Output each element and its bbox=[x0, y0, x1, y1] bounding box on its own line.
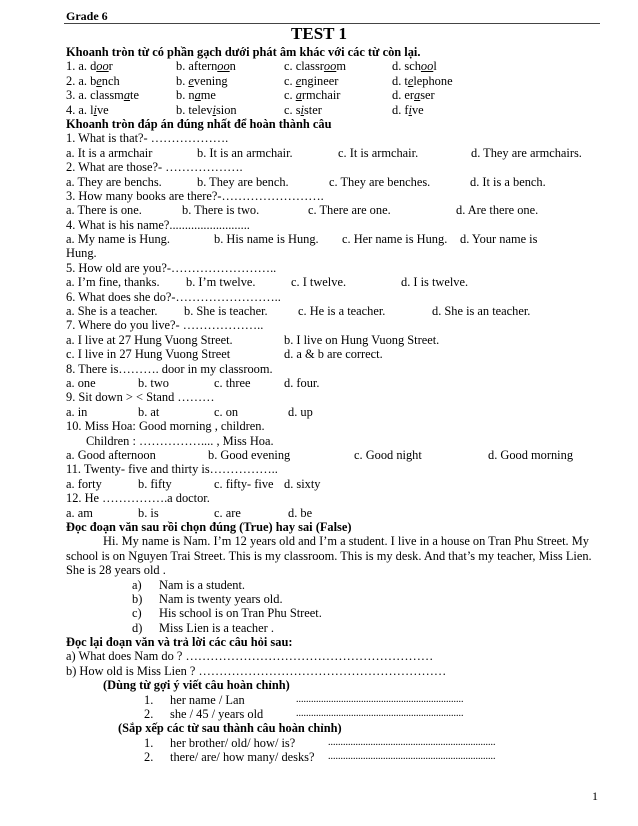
option-a: a. My name is Hung. bbox=[66, 232, 170, 247]
option-text: d. er bbox=[392, 88, 415, 103]
option-text: c. classr bbox=[284, 59, 324, 74]
option-text: ve bbox=[411, 102, 424, 117]
underlined-sound: oo bbox=[323, 59, 337, 74]
underlined-sound: oo bbox=[420, 59, 434, 74]
option-d: d. Your name is bbox=[460, 232, 538, 247]
underlined-sound: a bbox=[194, 88, 201, 103]
pronunciation-option bbox=[284, 103, 322, 117]
grade-label: Grade 6 bbox=[66, 9, 108, 23]
item-number: 2. bbox=[144, 750, 154, 765]
option-d: d. a & b are correct. bbox=[284, 347, 383, 362]
option-b: b. at bbox=[138, 404, 160, 419]
exercise-item bbox=[66, 750, 606, 764]
section1-rows bbox=[66, 59, 606, 117]
underlined-sound: i bbox=[93, 102, 97, 117]
underlined-sound: i bbox=[300, 102, 304, 117]
statement-item bbox=[66, 606, 606, 620]
statement-item bbox=[66, 621, 606, 635]
pronunciation-option bbox=[284, 88, 340, 102]
question-2: 2. What are those?- ………………. bbox=[66, 160, 243, 175]
option-text: n bbox=[229, 59, 236, 74]
section4-heading: Đọc lại đoạn văn và trả lời các câu hỏi sau: bbox=[66, 635, 293, 650]
option-text: me bbox=[200, 88, 216, 103]
pronunciation-option bbox=[66, 74, 120, 88]
option-d: d. They are armchairs. bbox=[471, 145, 582, 160]
pronunciation-option bbox=[66, 59, 113, 73]
underlined-sound: e bbox=[295, 73, 302, 88]
option-text: d. f bbox=[392, 102, 409, 117]
option-d: d. be bbox=[288, 505, 313, 520]
option-c: c. There are one. bbox=[308, 203, 391, 218]
options-8 bbox=[66, 376, 606, 390]
options-9 bbox=[66, 405, 606, 419]
section6-heading bbox=[66, 721, 606, 735]
option-d: d. Are there one. bbox=[456, 203, 539, 218]
underlined-sound: oo bbox=[96, 59, 109, 74]
item-prompt: there/ are/ how many/ desks? bbox=[170, 750, 315, 765]
option-text: m bbox=[336, 59, 346, 74]
pronunciation-option bbox=[66, 88, 139, 102]
option-b: b. I live on Hung Vuong Street. bbox=[284, 332, 440, 347]
option-text: rmchair bbox=[301, 88, 341, 103]
option-text: lephone bbox=[413, 73, 453, 88]
pronunciation-option bbox=[392, 74, 453, 88]
option-text: 2. a. b bbox=[66, 73, 97, 88]
statement-text: His school is on Tran Phu Street. bbox=[159, 606, 322, 621]
option-a: a. It is a armchair bbox=[66, 145, 153, 160]
question-11: 11. Twenty- five and thirty is…………….. bbox=[66, 462, 278, 477]
statement-label: b) bbox=[132, 591, 143, 606]
options-7-cd bbox=[66, 347, 606, 361]
question-10: 10. Miss Hoa: Good morning , children. bbox=[66, 419, 265, 434]
section6-heading-text: (Sắp xếp các từ sau thành câu hoàn chỉnh) bbox=[118, 721, 342, 736]
pronunciation-row bbox=[66, 74, 606, 88]
answer-line[interactable]: ................................................................... bbox=[296, 708, 464, 720]
option-c: c. on bbox=[214, 404, 239, 419]
option-a: a. forty bbox=[66, 476, 102, 491]
options-2 bbox=[66, 175, 606, 189]
answer-question-b: b) How old is Miss Lien ? …………………………………………………… bbox=[66, 663, 447, 678]
item-prompt: her name / Lan bbox=[170, 692, 245, 707]
option-d: d. up bbox=[288, 404, 313, 419]
underlined-sound: i bbox=[212, 102, 216, 117]
options-5 bbox=[66, 275, 606, 289]
option-a: a. I live at 27 Hung Vuong Street. bbox=[66, 332, 233, 347]
statement-label: a) bbox=[132, 577, 142, 592]
option-text: 4. a. l bbox=[66, 102, 94, 117]
question-10-reply bbox=[66, 434, 606, 448]
test-body bbox=[66, 45, 606, 765]
underlined-sound: a bbox=[295, 88, 302, 103]
options-10 bbox=[66, 448, 606, 462]
answer-line[interactable]: ................................................................... bbox=[328, 751, 496, 763]
question-7: 7. Where do you live?- ……………….. bbox=[66, 318, 264, 333]
option-text: 1. a. d bbox=[66, 59, 97, 74]
item-prompt: she / 45 / years old bbox=[170, 707, 264, 722]
option-d: d. Good morning bbox=[488, 447, 574, 462]
section3-heading: Đọc đoạn văn sau rồi chọn đúng (True) hay sai (False) bbox=[66, 519, 352, 534]
option-b: b. two bbox=[138, 375, 169, 390]
option-c: c. fifty- five bbox=[214, 476, 274, 491]
underlined-sound: e bbox=[96, 73, 102, 88]
options-4 bbox=[66, 232, 606, 246]
answer-line[interactable]: ................................................................... bbox=[328, 736, 496, 748]
options-11 bbox=[66, 477, 606, 491]
pronunciation-option bbox=[176, 59, 236, 73]
pronunciation-option bbox=[284, 59, 346, 73]
option-a: a. Good afternoon bbox=[66, 447, 156, 462]
exercise-item bbox=[66, 693, 606, 707]
question-3: 3. How many books are there?-……………………. bbox=[66, 188, 324, 203]
option-text: b. bbox=[176, 73, 189, 88]
section2-heading: Khoanh tròn đáp án đúng nhất để hoàn thành câu bbox=[66, 116, 332, 131]
option-a: a. She is a teacher. bbox=[66, 304, 158, 319]
option-c: c. I twelve. bbox=[291, 275, 347, 290]
option-text: c. bbox=[284, 73, 296, 88]
option-text: b. telev bbox=[176, 102, 213, 117]
option-text: c. s bbox=[284, 102, 301, 117]
underlined-sound: oo bbox=[217, 59, 230, 74]
write-sentences-items bbox=[66, 693, 606, 722]
pronunciation-option bbox=[176, 74, 228, 88]
statement-text: Nam is a student. bbox=[159, 577, 246, 592]
option-c: c. Her name is Hung. bbox=[342, 232, 448, 247]
question-6: 6. What does she do?-…………………….. bbox=[66, 289, 281, 304]
option-c: c. Good night bbox=[354, 447, 422, 462]
options-6 bbox=[66, 304, 606, 318]
question-8: 8. There is………. door in my classroom. bbox=[66, 361, 273, 376]
underlined-sound: e bbox=[188, 73, 194, 88]
option-a: a. I’m fine, thanks. bbox=[66, 275, 160, 290]
question-1: 1. What is that?- ………………. bbox=[66, 131, 229, 146]
section5-heading bbox=[66, 678, 606, 692]
option-b: b. Good evening bbox=[208, 447, 291, 462]
statement-label: c) bbox=[132, 606, 142, 621]
pronunciation-row bbox=[66, 88, 606, 102]
exercise-item bbox=[66, 736, 606, 750]
pronunciation-option bbox=[284, 74, 338, 88]
option-c: c. They are benches. bbox=[329, 174, 431, 189]
option-b: b. fifty bbox=[138, 476, 172, 491]
answer-line[interactable]: ................................................................... bbox=[296, 693, 464, 705]
section1-heading: Khoanh tròn từ có phần gạch dưới phát âm khác với các từ còn lại. bbox=[66, 45, 421, 59]
reorder-words-items bbox=[66, 736, 606, 765]
option-text: d. t bbox=[392, 73, 408, 88]
option-text: ster bbox=[303, 102, 322, 117]
item-number: 2. bbox=[144, 707, 154, 722]
option-c: c. three bbox=[214, 375, 251, 390]
underlined-sound: i bbox=[408, 102, 412, 117]
option-text: d. sch bbox=[392, 59, 421, 74]
pronunciation-row bbox=[66, 59, 606, 73]
option-b: b. They are bench. bbox=[197, 174, 289, 189]
pronunciation-option bbox=[392, 103, 424, 117]
question-5: 5. How old are you?-…………………….. bbox=[66, 260, 277, 275]
option-d: d. She is an teacher. bbox=[432, 304, 531, 319]
option-text: b. n bbox=[176, 88, 195, 103]
option-text: te bbox=[130, 88, 139, 103]
option-text: ser bbox=[420, 88, 435, 103]
option-a: a. in bbox=[66, 404, 88, 419]
option-c: c. are bbox=[214, 505, 241, 520]
pronunciation-option bbox=[176, 103, 237, 117]
option-text: nch bbox=[101, 73, 120, 88]
option-c: c. It is armchair. bbox=[338, 145, 419, 160]
statement-text: Miss Lien is a teacher . bbox=[159, 620, 274, 635]
option-text: ve bbox=[96, 102, 109, 117]
statement-label: d) bbox=[132, 620, 143, 635]
underlined-sound: a bbox=[123, 88, 131, 103]
question-9: 9. Sit down > < Stand ……… bbox=[66, 390, 215, 405]
option-d: d. four. bbox=[284, 375, 320, 390]
question-4: 4. What is his name?.......................... bbox=[66, 217, 250, 232]
exercise-item bbox=[66, 707, 606, 721]
options-3 bbox=[66, 203, 606, 217]
option-c: c. He is a teacher. bbox=[298, 304, 386, 319]
options-4-continued: Hung. bbox=[66, 246, 97, 261]
options-1 bbox=[66, 146, 606, 160]
pronunciation-option bbox=[66, 103, 109, 117]
underlined-sound: a bbox=[414, 88, 421, 103]
item-number: 1. bbox=[144, 692, 154, 707]
option-d: d. I is twelve. bbox=[401, 275, 469, 290]
answer-question-a: a) What does Nam do ? …………………………………………………… bbox=[66, 649, 434, 664]
pronunciation-option bbox=[392, 88, 435, 102]
pronunciation-option bbox=[176, 88, 216, 102]
option-a: a. There is one. bbox=[66, 203, 142, 218]
pronunciation-row bbox=[66, 103, 606, 117]
option-b: b. It is an armchair. bbox=[197, 145, 293, 160]
options-7-ab bbox=[66, 333, 606, 347]
pronunciation-option bbox=[392, 59, 437, 73]
option-text: ngineer bbox=[301, 73, 339, 88]
option-d: d. sixty bbox=[284, 476, 321, 491]
option-a: a. am bbox=[66, 505, 93, 520]
item-prompt: her brother/ old/ how/ is? bbox=[170, 735, 296, 750]
section5-heading-text: (Dùng từ gợi ý viết câu hoàn chỉnh) bbox=[103, 678, 290, 693]
question-12: 12. He …………….a doctor. bbox=[66, 491, 210, 506]
option-text: sion bbox=[215, 102, 237, 117]
option-d: d. It is a bench. bbox=[470, 174, 546, 189]
option-text: b. aftern bbox=[176, 59, 218, 74]
option-a: a. They are benchs. bbox=[66, 174, 162, 189]
option-b: b. is bbox=[138, 505, 159, 520]
true-false-statements bbox=[66, 578, 606, 636]
reading-passage: Hi. My name is Nam. I’m 12 years old and I’m a student. I live in a house on Tran Phu Street. My school is on Nguyen Trai Street. This is my classroom. This is my desk. And that’s my teacher, Miss Lien. She is 28 years old . bbox=[66, 534, 592, 578]
option-text: r bbox=[108, 59, 113, 74]
options-12 bbox=[66, 506, 606, 520]
question-10-reply-text: Children : …………….... , Miss Hoa. bbox=[86, 433, 274, 448]
item-number: 1. bbox=[144, 735, 154, 750]
option-text: l bbox=[433, 59, 437, 74]
statement-text: Nam is twenty years old. bbox=[159, 591, 283, 606]
test-title: TEST 1 bbox=[291, 24, 347, 43]
statement-item bbox=[66, 578, 606, 592]
option-text: c. bbox=[284, 88, 296, 103]
option-b: b. I’m twelve. bbox=[186, 275, 256, 290]
option-text: 3. a. classm bbox=[66, 88, 124, 103]
page-number: 1 bbox=[592, 789, 598, 803]
option-b: b. There is two. bbox=[182, 203, 260, 218]
underlined-sound: e bbox=[407, 73, 414, 88]
option-b: b. She is teacher. bbox=[184, 304, 268, 319]
option-text: vening bbox=[193, 73, 228, 88]
option-b: b. His name is Hung. bbox=[214, 232, 319, 247]
statement-item bbox=[66, 592, 606, 606]
option-c: c. I live in 27 Hung Vuong Street bbox=[66, 347, 231, 362]
option-a: a. one bbox=[66, 375, 96, 390]
